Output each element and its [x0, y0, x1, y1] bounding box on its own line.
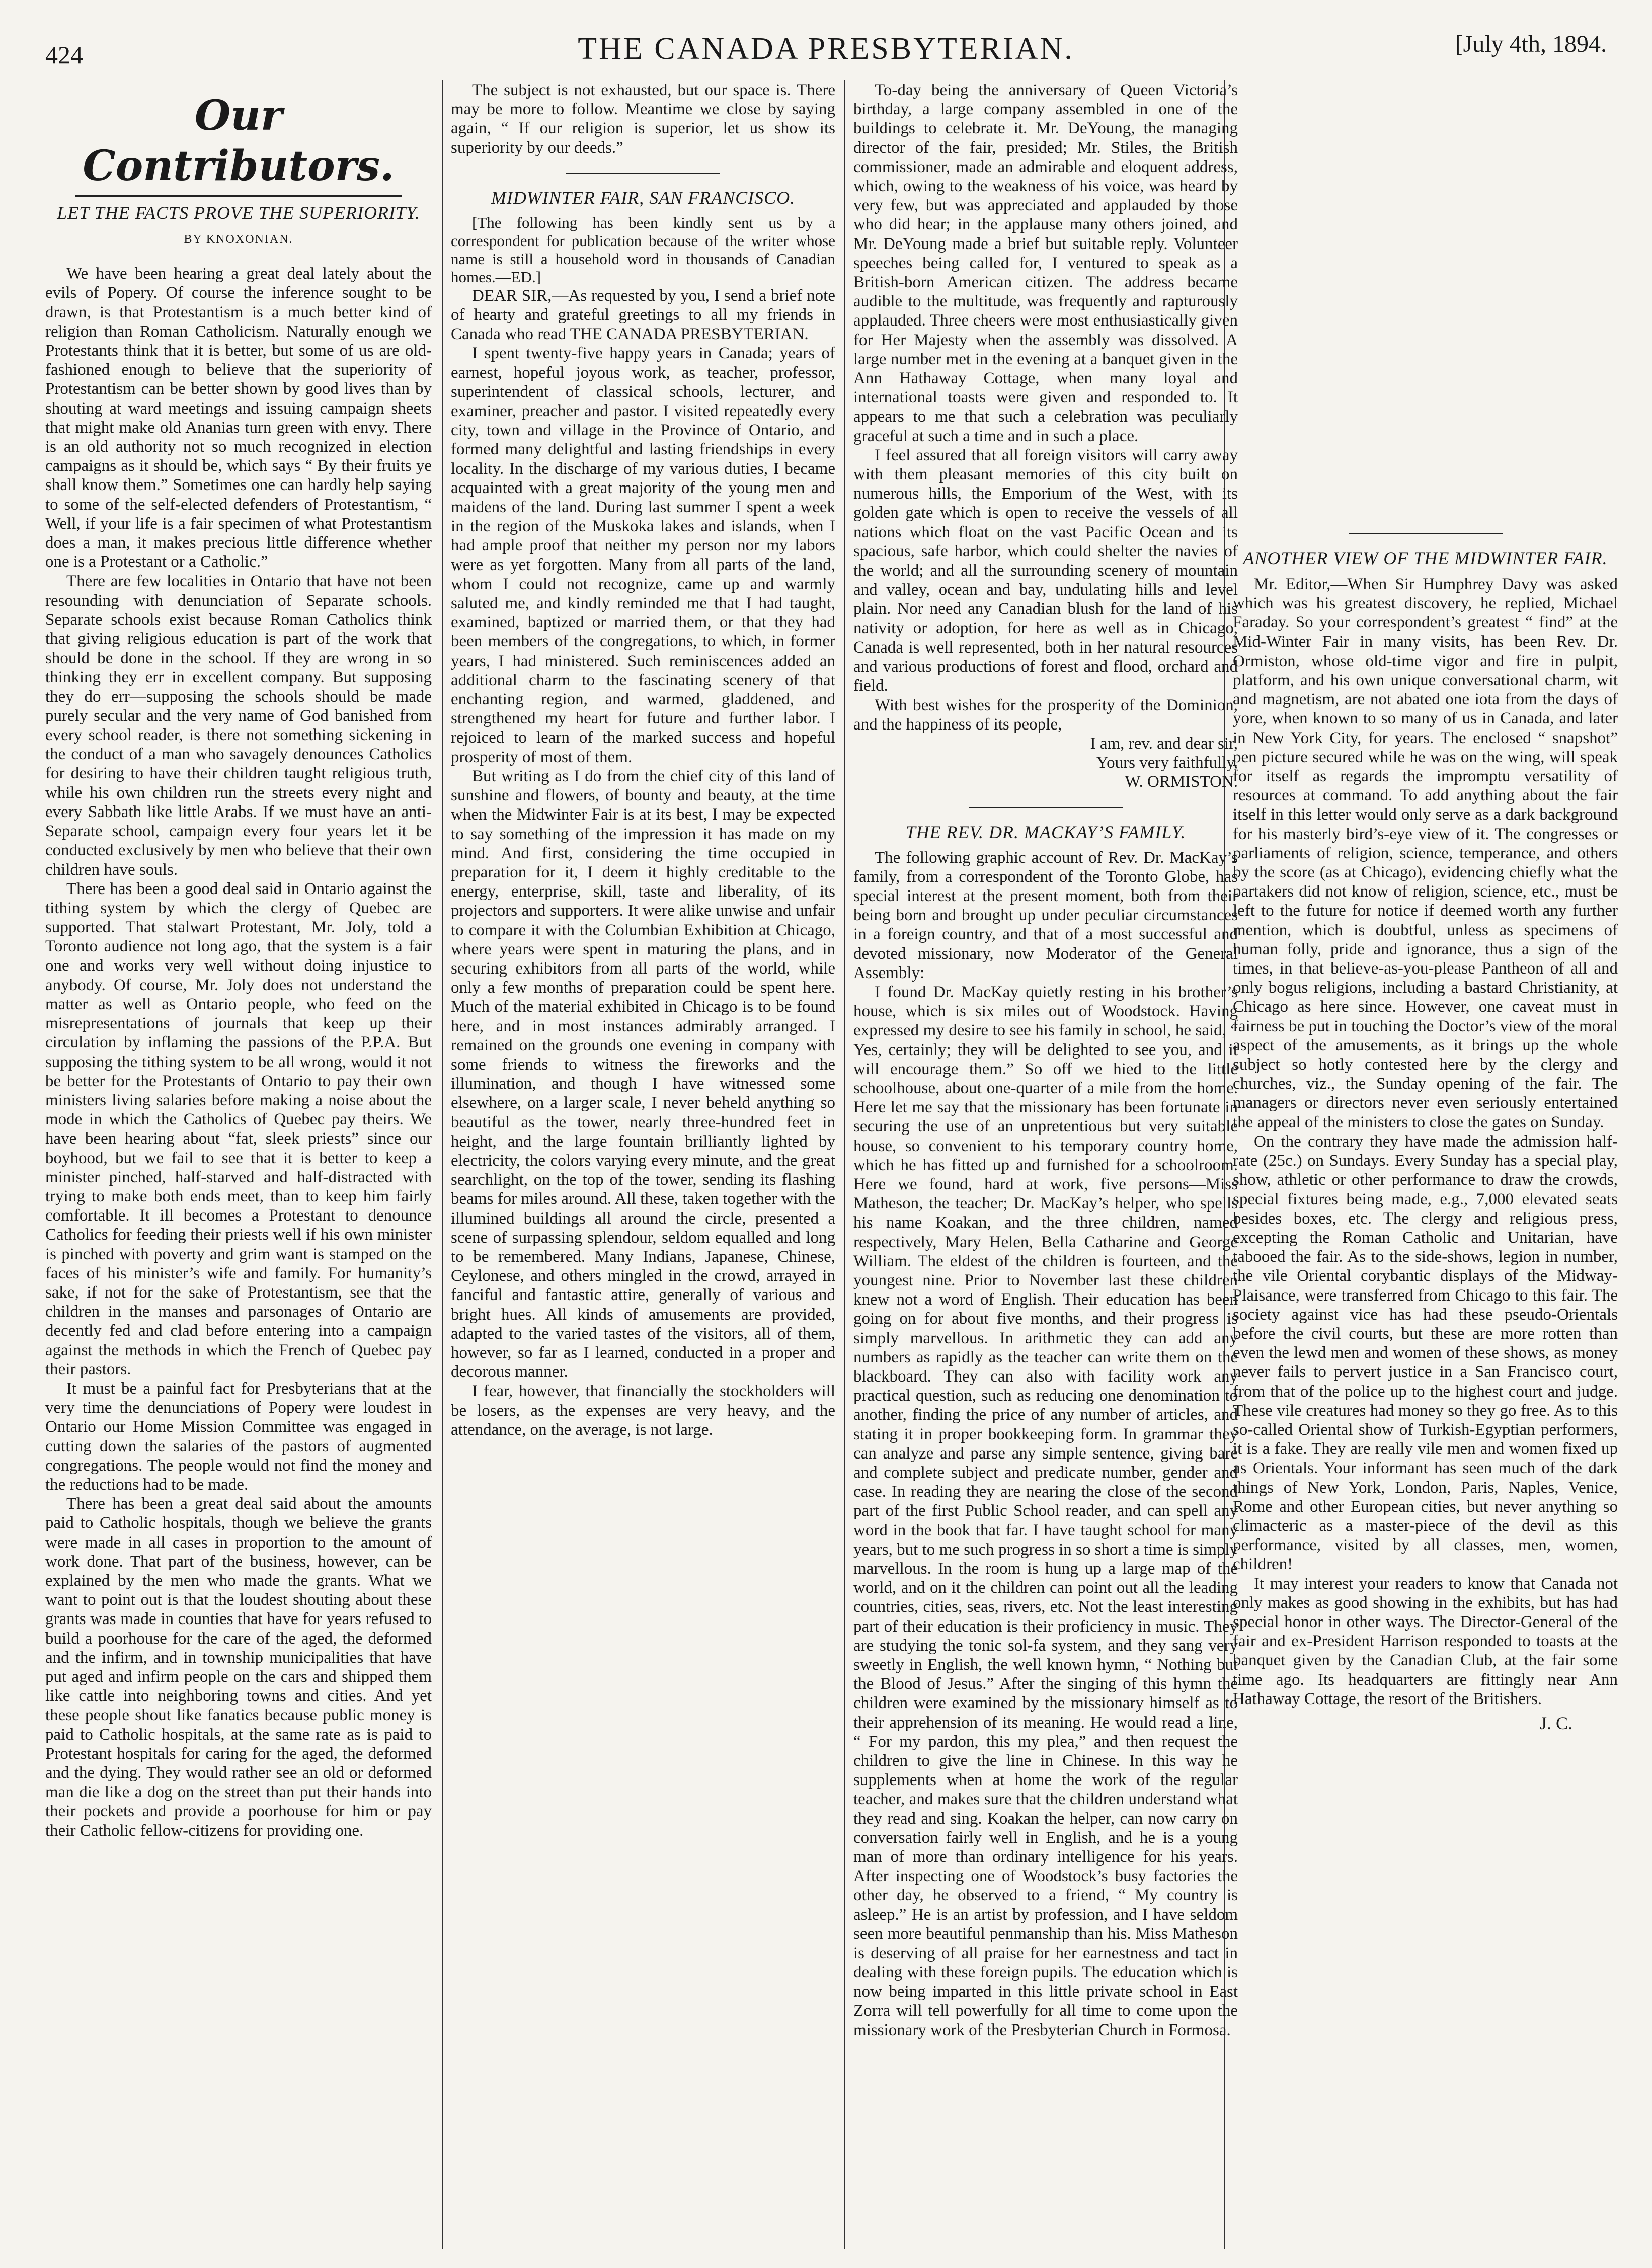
paragraph: It must be a painful fact for Presbyterians that at the very time the denunciations of Popery were loudest in Ontario our Home Mission Committee was engaged in cutting down the salaries of the pastors of augmented congregations. The people would not find the money and the reductions had to be made. — [45, 1379, 432, 1494]
paragraph: DEAR SIR,—As requested by you, I send a brief note of hearty and grateful greetings to all my friends in Canada who read THE CANADA PRESBYTERIAN. — [451, 286, 835, 344]
page-header — [45, 20, 1607, 70]
paragraph: There are few localities in Ontario that have not been resounding with denunciation of Separate schools. Separate schools exist because Roman Catholics think that giving religious education is part of the work that should be done in the school. If they are wrong in so thinking they err in excellent company. But supposing they do err—supposing the schools should be made purely secular and the very name of God banished from every school reader, is there not something sickening in the conduct of a man who savagely denounces Catholics for desiring to have their children taught religious truth, while his own children run the streets every night and every Sabbath like little Arabs. If we must have an anti-Separate school, campaign every four years let it be conducted exclusively by men who believe that their own children have souls. — [45, 572, 432, 879]
article-title: THE REV. DR. MACKAY’S FAMILY. — [905, 822, 1186, 842]
paragraph: The subject is not exhausted, but our space is. There may be more to follow. Meantime we close by saying again, “ If our religion is superior, let us show its superiority by our deeds.” — [451, 81, 835, 157]
byline: BY KNOXONIAN. — [184, 233, 293, 246]
article-title: MIDWINTER FAIR, SAN FRANCISCO. — [491, 187, 796, 208]
paragraph: The following graphic account of Rev. Dr. MacKay’s family, from a correspondent of the Toronto Globe, has special interest at the present moment, both from their being born and brought up under peculiar circumstances in a foreign country, and that of a most successful and devoted missionary, now Moderator of the General Assembly: — [853, 848, 1238, 982]
paragraph: It may interest your readers to know that Canada not only makes as good showing in the exhibits, but has had special honor in other ways. The Director-General of the fair and ex-President Harrison responded to toasts at the banquet given by the Canadian Club, at the fair some time ago. Its headquarters are fittingly near Ann Hathaway Cottage, the resort of the Britishers. — [1233, 1574, 1618, 1708]
column-2 — [451, 80, 835, 2249]
page-number: 424 — [45, 41, 83, 69]
section-rule — [1349, 533, 1503, 534]
paragraph: I found Dr. MacKay quietly resting in his brother’s house, which is six miles out of Woodstock. Having expressed my desire to see his family in school, he said, “ Yes, certainly; they will be delighted to see you, and it will encourage them.” So off we hied to the little schoolhouse, about one-quarter of a mile from the home. Here let me say that the missionary has been fortunate in securing the use of an unpretentious but very suitable house, so convenient to his temporary country home, which he has fitted up and furnished for a schoolroom. Here we found, hard at work, five persons—Miss Matheson, the teacher; Dr. MacKay’s helper, who spells his name Koakan, and the three children, named respectively, Mary Helen, Bella Catharine and George William. The eldest of the children is fourteen, and the youngest nine. Prior to November last these children knew not a word of English. Their education has been going on for about five months, and their progress is simply marvellous. In arithmetic they can add any numbers as rapidly as the teacher can write them on the blackboard. They can also with facility work any practical question, such as reducing one denomination to another, finding the price of any number of articles, and stating it in proper bookkeeping form. In grammar they can analyze and parse any simple sentence, giving bare and complete subject and predicate number, gender and case. In reading they are nearing the close of the second part of the first Public School reader, and can spell any word in the book that far. I have taught school for many years, but to me such progress in so short a time is simply marvellous. In the room is hung up a large map of the world, and on it the children can point out all the leading countries, cities, seas, rivers, etc. Not the least interesting part of their education is their proficiency in music. They are studying the tonic sol-fa system, and they sang very sweetly in English, the well known hymn, “ Nothing but the Blood of Jesus.” After the singing of this hymn the children were examined by the missionary himself as to their apprehension of its meaning. He would read a line, “ For my pardon, this my plea,” and then request the children to give the line in Chinese. In this way he supplements when at home the work of the regular teacher, and makes sure that the children understand what they read and sing. Koakan the helper, can now carry on conversation fairly well in English, and he is a young man of more than ordinary intelligence for his years. After inspecting one of Woodstock’s busy factories the other day, he observed to a friend, “ My country is asleep.” He is an artist by profession, and I have seldom seen more beautiful penmanship than his. Miss Matheson is deserving of all praise for her earnestness and tact in dealing with these foreign pupils. The education which is now being imparted in this little private school in East Zorra will tell powerfully for all time to come upon the missionary work of the Presbyterian Church in Formosa. — [853, 983, 1238, 2039]
paragraph: To-day being the anniversary of Queen Victoria’s birthday, a large company assembled in one of the buildings to celebrate it. Mr. DeYoung, the managing director of the fair, presided; Mr. Stiles, the British commissioner, made an admirable and eloquent address, which, owing to the weakness of his voice, was heard by very few, but was appreciated and applauded by those who did hear; in the applause many others joined, and Mr. DeYoung made a brief but suitable reply. Volunteer speeches being called for, I ventured to speak as a British-born American citizen. The address became audible to the multitude, was frequently and rapturously applauded. Three cheers were most enthusiastically given for Her Majesty when the assembly was dissolved. A large number met in the evening at a banquet given in the Ann Hathaway Cottage, when many loyal and international toasts were given and responded to. It appears to me that such a celebration was peculiarly graceful at such a time and in such a place. — [853, 81, 1238, 445]
paragraph: With best wishes for the prosperity of the Dominion, and the happiness of its people, — [853, 696, 1238, 734]
editor-note: [The following has been kindly sent us by a correspondent for publication because of the writer whose name is still a household word in thousands of Canadian homes.—ED.] — [451, 213, 835, 286]
section-title: Our Contributors. — [83, 92, 395, 190]
article-title: ANOTHER VIEW OF THE MIDWINTER FAIR. — [1243, 548, 1608, 569]
paragraph: On the contrary they have made the admission half-rate (25c.) on Sundays. Every Sunday has a special play, show, athletic or other performance to draw the crowds, special fixtures being made, e.g., 7,000 elevated seats besides boxes, etc. The clergy and religious press, excepting the Roman Catholic and Unitarian, have tabooed the fair. As to the side-shows, legion in number, the vile Oriental corybantic displays of the Midway-Plaisance, were transferred from Chicago to this fair. The society against vice has had these pseudo-Orientals before the civil courts, but these are more rotten than even the lewd men and women of these shows, as money never fails to pervert justice in a San Francisco court, from that of the police up to the highest court and judge. These vile creatures had money so they go free. As to this so-called Oriental show of Turkish-Egyptian performers, it is a fake. They are really vile men and women fixed up as Orientals. Your informant has seen much of the dark things of New York, London, Paris, Naples, Venice, Rome and other European cities, but never anything so climacteric as a master-piece of the devil as this performance, visited by all classes, men, women, children! — [1233, 1132, 1618, 1574]
paragraph: We have been hearing a great deal lately about the evils of Popery. Of course the inference sought to be drawn, is that Protestantism is a much better kind of religion than Roman Catholicism. Naturally enough we Protestants think that it is better, but some of us are old-fashioned enough to believe that the superiority of Protestantism can be better shown by good lives than by shouting at ward meetings and issuing campaign sheets that might make old Ananias turn green with envy. There is an old authority not so much recognized in election campaigns as it should be, which says “ By their fruits ye shall know them.” Sometimes one can hardly help saying to some of the self-elected defenders of Protestantism, “ Well, if your life is a fair specimen of what Protestantism does a man, it makes precious little difference whether one is a Protestant or a Catholic.” — [45, 265, 432, 572]
column-3 — [853, 80, 1238, 2249]
paragraph: There has been a great deal said about the amounts paid to Catholic hospitals, though we believe the grants were made in all cases in proportion to the amount of work done. That part of the business, however, can be explained by the men who made the grants. What we want to point out is that the loudest shouting about these grants was made in counties that have for years refused to build a poorhouse for the care of the aged, the deformed and the infirm, and in township municipalities that have put aged and infirm people on the cars and shipped them like cattle into neighboring towns and cities. And yet these people shout like fanatics because public money is paid to Catholic hospitals, at the same rate as is paid to Protestant hospitals for caring for the aged, the deformed and the dying. They would rather see an old or deformed man die like a dog on the street than put their hands into their pockets and provide a poorhouse for him or pay their Catholic fellow-citizens for providing one. — [45, 1495, 432, 1840]
paragraph: But writing as I do from the chief city of this land of sunshine and flowers, of bounty and beauty, at the time when the Midwinter Fair is at its best, I may be expected to say something of the impression it has made on my mind. And first, considering the time occupied in preparation for it, I deem it highly creditable to the energy, enterprise, skill, taste and liberality, of its projectors and supporters. It were alike unwise and unfair to compare it with the Columbian Exhibition at Chicago, where years were spent in maturing the plans, and in securing exhibitors from all parts of the world, while only a few months of preparation could be spent here. Much of the material exhibited in Chicago is to be found here, and in most instances admirably arranged. I remained on the grounds one evening in company with some friends to witness the fireworks and the illumination, and though I have witnessed some elsewhere, on a larger scale, I never beheld anything so beautiful as the tower, nearly three-hundred feet in height, and the large fountain brilliantly lighted by electricity, the colors varying every minute, and the great searchlight, on the top of the tower, sending its flashing beams for miles around. All these, taken together with the illumined buildings all around the circle, presented a scene of surpassing splendour, seldom equalled and long to be remembered. Many Indians, Japanese, Chinese, Ceylonese, and others mingled in the crowd, arrayed in fanciful and fantastic attire, generally of various and bright hues. All kinds of amusements are provided, adapted to the varied tastes of the visitors, all of them, however, so far as I learned, conducted in a proper and decorous manner. — [451, 767, 835, 1382]
paper-title: THE CANADA PRESBYTERIAN. — [578, 32, 1074, 66]
column-rule — [844, 80, 845, 2249]
closing-line: I am, rev. and dear sir, — [1090, 734, 1238, 753]
section-rule — [75, 195, 402, 197]
column-rule — [442, 80, 443, 2249]
signature: J. C. — [1539, 1713, 1572, 1733]
column-4 — [1233, 80, 1618, 2249]
closing-line: Yours very faithfully, — [1096, 754, 1238, 772]
paragraph: Mr. Editor,—When Sir Humphrey Davy was asked which was his greatest discovery, he replied, Michael Faraday. So your correspondent’s greatest “ find” at the Mid-Winter Fair in many visits, has been Rev. Dr. Ormiston, whose old-time vigor and fire in pulpit, platform, and his own unique conversational charm, wit and magnetism, are not abated one iota from the days of yore, when known to so many of us in Canada, and later in New York City, for years. The enclosed “ snapshot” pen picture secured while he was on the wing, will speak for itself as regards the impromptu versatility of resources at command. To add anything about the fair itself in this letter would only serve as a dark background for his masterly bird’s-eye view of it. The congresses or parliaments of religion, science, temperance, and others by the score (as at Chicago), evidencing chiefly what the partakers did not know of religion, science, etc., must be left to the future for notice if deemed worth any further mention, which is doubtful, unless as specimens of human folly, pride and ignorance, thus a sign of the times, in that believe-as-you-please Pantheon of all and only bogus religions, including a bastard Christianity, at Chicago as here since. However, one caveat must in fairness be put in touching the Doctor’s view of the moral aspect of the amusements, as it brings up the whole subject so hotly contested here by the clergy and churches, viz., the Sunday opening of the fair. The managers or directors never even seriously entertained the appeal of the ministers to close the gates on Sunday. — [1233, 575, 1618, 1131]
issue-date: [July 4th, 1894. — [1455, 31, 1607, 57]
column-1 — [45, 80, 432, 2249]
paragraph: I fear, however, that financially the stockholders will be losers, as the expenses are very heavy, and the attendance, on the average, is not large. — [451, 1382, 835, 1439]
paragraph: There has been a good deal said in Ontario against the tithing system by which the clergy of Quebec are supported. That stalwart Protestant, Mr. Joly, told a Toronto audience not long ago, that the system is a fair one and works very well without doing injustice to anybody. Of course, Mr. Joly does not understand the matter as well as Ontario people, who feed on the misrepresentations of journals that keep up their circulation by inflaming the passions of the P.P.A. But supposing the tithing system to be all wrong, would it not be better for the Protestants of Ontario to pay their own ministers living salaries before making a noise about the mode in which the Catholics of Quebec pay theirs. We have been hearing about “fat, sleek priests” since our boyhood, but we fail to see that it is better to keep a minister pinched, half-starved and half-distracted with trying to make both ends meet, than to keep him fairly comfortable. It ill becomes a Protestant to denounce Catholics for feeding their priests well if his own minister is pinched with poverty and grim want is stamped on the faces of his minister’s wife and family. For humanity’s sake, if not for the sake of Protestantism, see that the children in the manses and parsonages of Ontario are decently fed and clad before entering into a campaign against the methods in which the French of Quebec pay their pastors. — [45, 879, 432, 1379]
section-rule — [566, 173, 720, 174]
paragraph: I spent twenty-five happy years in Canada; years of earnest, hopeful joyous work, as teacher, professor, superintendent of classical schools, lecturer, and examiner, preacher and pastor. I visited repeatedly every city, town and village in the Province of Ontario, and formed many delightful and lasting friendships in every locality. In the discharge of my various duties, I became acquainted with a great majority of the young men and maidens of the land. During last summer I spent a week in the region of the Muskoka lakes and islands, when I had ample proof that neither my person nor my labors were as yet forgotten. Many from all parts of the land, whom I could not recognize, came up and warmly saluted me, and kindly reminded me that I had taught, examined, baptized or married them, or that they had been members of the congregations, to which, in former years, I had ministered. Such reminiscences added an additional charm to the fascinating scenery of that enchanting region, and warmed, gladdened, and strengthened my heart for future and further labor. I rejoiced to learn of the marked success and hopeful prosperity of most of them. — [451, 344, 835, 766]
signature: W. ORMISTON. — [1125, 773, 1238, 791]
section-rule — [969, 807, 1123, 808]
paragraph: I feel assured that all foreign visitors will carry away with them pleasant memories of this city built on numerous hills, the Emporium of the West, with its golden gate which is open to receive the vessels of all nations which float on the vast Pacific Ocean and its spacious, safe harbor, which could shelter the navies of the world; and all the surrounding scenery of mountain and valley, ocean and bay, undulating hills and level plain. Nor need any Canadian blush for the land of his nativity or adoption, for here as well as in Chicago, Canada is well represented, both in her natural resources and various productions of forest and flood, orchard and field. — [853, 446, 1238, 695]
article-title: LET THE FACTS PROVE THE SUPERIORITY. — [57, 203, 420, 223]
